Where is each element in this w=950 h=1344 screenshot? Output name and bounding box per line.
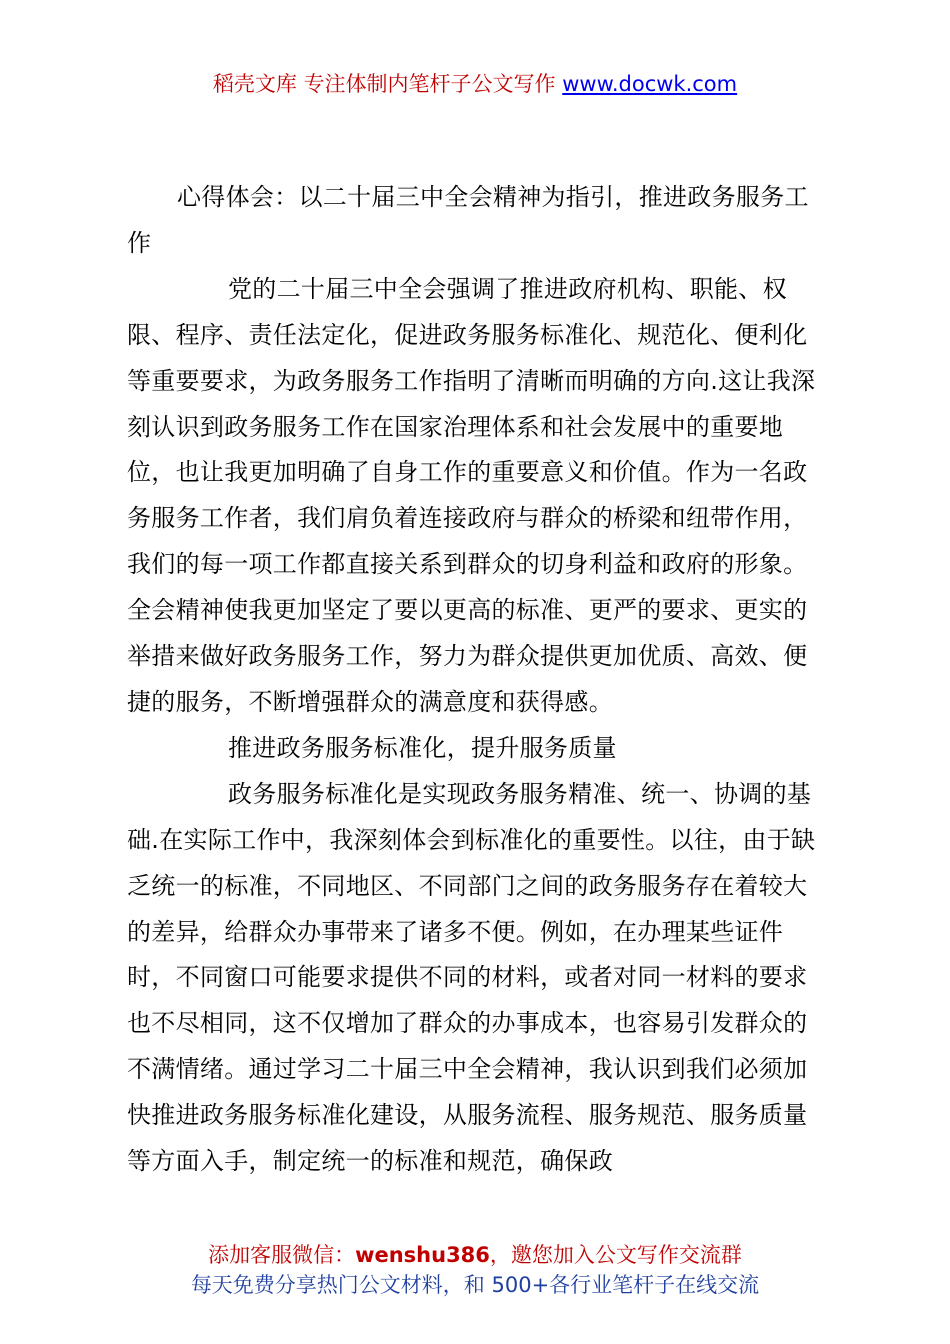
body-paragraph: 党的二十届三中全会强调了推进政府机构、职能、权限、程序、责任法定化，促进政务服务标准化、规范化、便利化等重要要求，为政务服务工作指明了清晰而明确的方向.这让我深刻认识到政务服务工作在国家治理体系和社会发展中的重要地位，也让我更加明确了自身工作的重要意义和价值。作为一名政务服务工作者，我们肩负着连接政府与群众的桥梁和纽带作用，我们的每一项工作都直接关系到群众的切身利益和政府的形象。全会精神使我更加坚定了要以更高的标准、更严的要求、更实的举措来做好政务服务工作，努力为群众提供更加优质、高效、便捷的服务，不断增强群众的满意度和获得感。 — [127, 274, 816, 716]
footer-contact-line — [0, 1240, 950, 1270]
document-body — [127, 175, 827, 1185]
section-heading: 推进政务服务标准化，提升服务质量 — [228, 733, 617, 762]
body-paragraph: 政务服务标准化是实现政务服务精准、统一、协调的基础.在实际工作中，我深刻体会到标准化的重要性。以往，由于缺乏统一的标准，不同地区、不同部门之间的政务服务存在着较大的差异，给群众办事带来了诸多不便。例如，在办理某些证件时，不同窗口可能要求提供不同的材料，或者对同一材料的要求也不尽相同，这不仅增加了群众的办事成本，也容易引发群众的不满情绪。通过学习二十届三中全会精神，我认识到我们必须加快推进政务服务标准化建设，从服务流程、服务规范、服务质量等方面入手，制定统一的标准和规范，确保政 — [127, 779, 816, 1176]
footer-promo-line: 每天免费分享热门公文材料，和 500+各行业笔杆子在线交流 — [190, 1273, 760, 1297]
footer-contact-prefix: 添加客服微信： — [208, 1243, 356, 1267]
page-footer — [0, 1240, 950, 1300]
brand-slogan: 专注体制内笔杆子公文写作 — [303, 72, 556, 96]
document-title: 心得体会：以二十届三中全会精神为指引，推进政务服务工作 — [127, 183, 809, 257]
footer-contact-suffix: ，邀您加入公文写作交流群 — [489, 1243, 742, 1267]
wechat-id: wenshu386 — [355, 1243, 490, 1267]
site-link[interactable]: www.docwk.com — [562, 72, 738, 96]
page-header — [0, 68, 950, 100]
brand-name: 稻壳文库 — [212, 72, 297, 96]
